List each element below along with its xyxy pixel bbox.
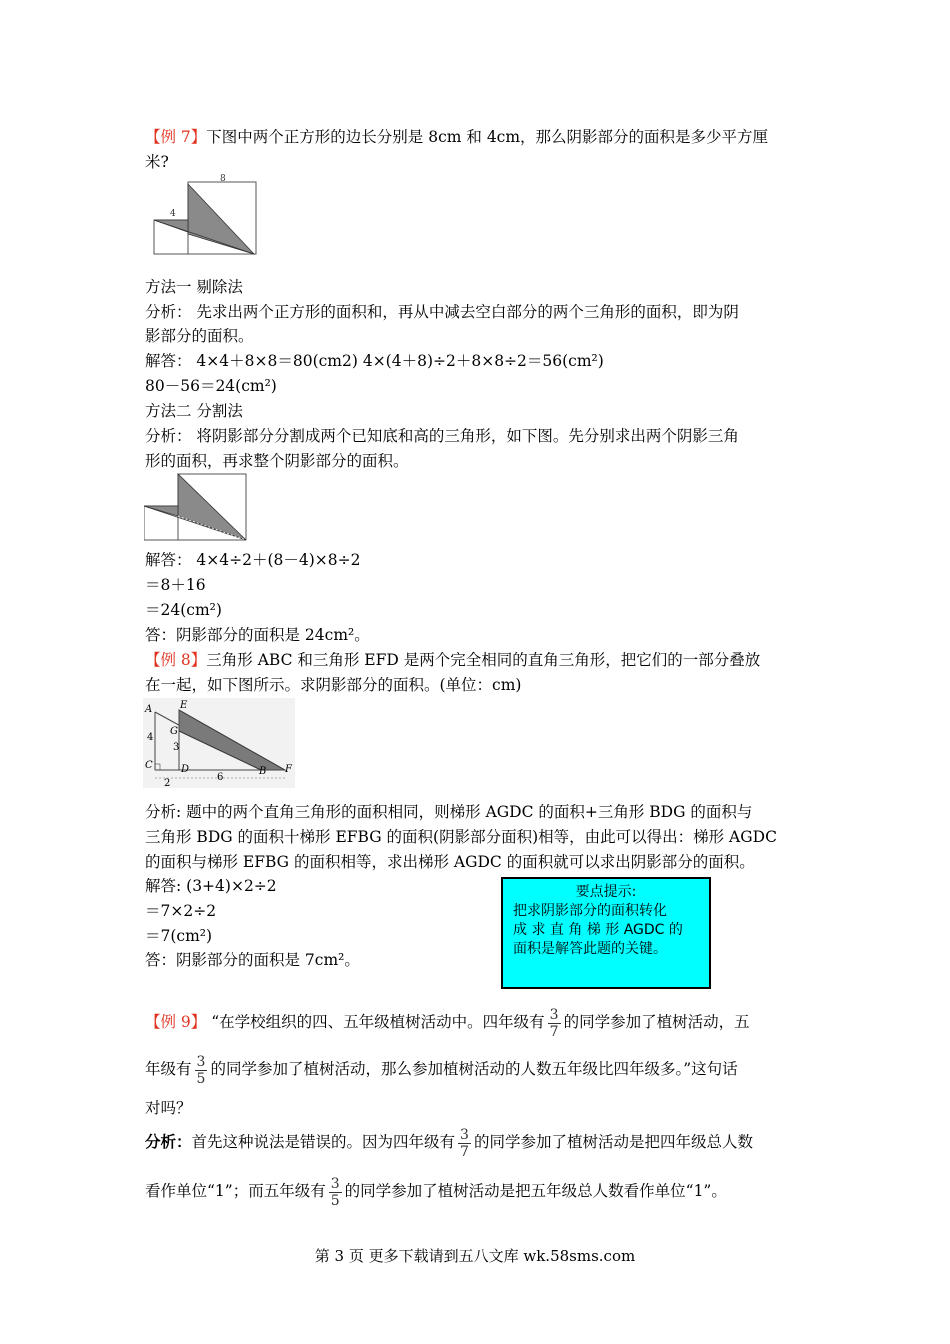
- key-tip-line1: 把求阴影部分的面积转化: [513, 903, 667, 919]
- ex8-analysis3: 的面积与梯形 EFBG 的面积相等，求出梯形 AGDC 的面积就可以求出阴影部分的面积。: [145, 853, 755, 871]
- fraction-3-7: $\frac{3}{7}$: [549, 1006, 559, 1040]
- ex7-question-line2: 米?: [145, 153, 169, 171]
- ex8-label-3: 3: [173, 742, 180, 753]
- ex7-method1-solution1: 解答： 4×4＋8×8＝80(cm2) 4×(4＋8)÷2＋8×8÷2＝56(cm²): [145, 352, 604, 370]
- ex9-tag: 【例 9】: [145, 1013, 207, 1031]
- key-tip-box: [501, 877, 711, 989]
- ex8-tag: 【例 8】: [145, 651, 207, 669]
- ex9-question-text1a: “在学校组织的四、五年级植树活动中。四年级有: [206, 1013, 545, 1031]
- ex8-label-g: G: [170, 726, 178, 737]
- ex8-answer: 答：阴影部分的面积是 7cm²。: [145, 951, 360, 969]
- ex8-label-d: D: [181, 764, 190, 775]
- ex8-label-a: A: [145, 704, 153, 715]
- ex9-analysis-text2b: 的同学参加了植树活动是把五年级总人数看作单位“1”。: [344, 1182, 727, 1200]
- ex9-question-line1: [145, 1006, 750, 1040]
- key-tip-line3: 面积是解答此题的关键。: [513, 941, 667, 957]
- ex7-method2-answer: 答：阴影部分的面积是 24cm²。: [145, 626, 370, 644]
- ex8-figure-triangles: [143, 698, 295, 788]
- fraction-3-5: $\frac{3}{5}$: [196, 1053, 206, 1087]
- ex7-method1-analysis2: 影部分的面积。: [145, 327, 254, 345]
- ex9-analysis-label: 分析：: [145, 1132, 192, 1151]
- ex7-fig-label-8: 8: [220, 174, 226, 184]
- ex8-label-4: 4: [147, 732, 154, 743]
- ex9-analysis-text1a: 首先这种说法是错误的。因为四年级有: [191, 1133, 456, 1151]
- ex8-label-c: C: [145, 760, 153, 771]
- ex9-question-text2a: 年级有: [145, 1060, 192, 1078]
- ex9-question-line2: [145, 1053, 738, 1087]
- ex7-method2-solution2: ＝8＋16: [145, 576, 206, 594]
- ex7-question-line1: [145, 125, 768, 149]
- ex9-question-text1b: 的同学参加了植树活动，五: [563, 1013, 750, 1031]
- ex7-method2-analysis1: 分析： 将阴影部分分割成两个已知底和高的三角形，如下图。先分别求出两个阴影三角: [145, 427, 739, 445]
- ex8-solution2: ＝7×2÷2: [145, 902, 217, 920]
- ex7-method2-analysis2: 形的面积，再求整个阴影部分的面积。: [145, 452, 409, 470]
- ex8-label-2: 2: [164, 778, 171, 788]
- ex7-method1-title: 方法一 剔除法: [145, 278, 243, 296]
- page-footer: 第 3 页 更多下载请到五八文库 wk.58sms.com: [314, 1247, 636, 1265]
- ex9-analysis-text2a: 看作单位“1”；而五年级有: [145, 1182, 326, 1200]
- ex9-analysis-line2: [145, 1175, 727, 1209]
- ex8-analysis1: 分析: 题中的两个直角三角形的面积相同，则梯形 AGDC 的面积+三角形 BDG 的面积与: [145, 803, 753, 821]
- ex8-question-line1: [145, 648, 760, 672]
- ex9-analysis-line1: [145, 1126, 753, 1160]
- ex8-label-f: F: [285, 764, 292, 775]
- ex8-solution3: ＝7(cm²): [145, 927, 213, 945]
- ex8-question-text1: 三角形 ABC 和三角形 EFD 是两个完全相同的直角三角形，把它们的一部分叠放: [206, 651, 761, 669]
- ex8-analysis2: 三角形 BDG 的面积十梯形 EFBG 的面积(阴影部分面积)相等，由此可以得出：梯形 AGDC: [145, 828, 777, 846]
- ex7-method2-solution3: ＝24(cm²): [145, 601, 222, 619]
- ex8-label-e: E: [180, 700, 188, 711]
- ex7-question-text1: 下图中两个正方形的边长分别是 8cm 和 4cm，那么阴影部分的面积是多少平方厘: [206, 128, 769, 146]
- ex9-question-line3: 对吗？: [145, 1099, 192, 1117]
- key-tip-title: 要点提示:: [575, 884, 637, 900]
- ex7-tag: 【例 7】: [145, 128, 207, 146]
- ex9-analysis-text1b: 的同学参加了植树活动是把四年级总人数: [473, 1133, 753, 1151]
- ex7-figure-squares: [150, 172, 260, 256]
- ex7-figure-split: [144, 472, 248, 542]
- ex7-method2-solution1: 解答： 4×4÷2＋(8－4)×8÷2: [145, 551, 361, 569]
- ex8-solution1: 解答: (3+4)×2÷2: [145, 877, 277, 895]
- ex7-method2-title: 方法二 分割法: [145, 402, 243, 420]
- key-tip-line2: 成 求 直 角 梯 形 AGDC 的: [513, 922, 683, 938]
- ex8-label-b: B: [259, 766, 267, 777]
- ex8-label-6: 6: [217, 772, 224, 783]
- ex7-method1-analysis1: 分析： 先求出两个正方形的面积和，再从中减去空白部分的两个三角形的面积，即为阴: [145, 303, 739, 321]
- ex8-question-line2: 在一起，如下图所示。求阴影部分的面积。(单位：cm): [145, 676, 522, 694]
- ex9-question-text2b: 的同学参加了植树活动，那么参加植树活动的人数五年级比四年级多。”这句话: [210, 1060, 738, 1078]
- ex7-fig-label-4: 4: [170, 209, 176, 219]
- fraction-3-7-analysis: $\frac{3}{7}$: [460, 1126, 469, 1160]
- ex7-method1-solution2: 80－56＝24(cm²): [145, 377, 277, 395]
- fraction-3-5-analysis: $\frac{3}{5}$: [330, 1175, 340, 1209]
